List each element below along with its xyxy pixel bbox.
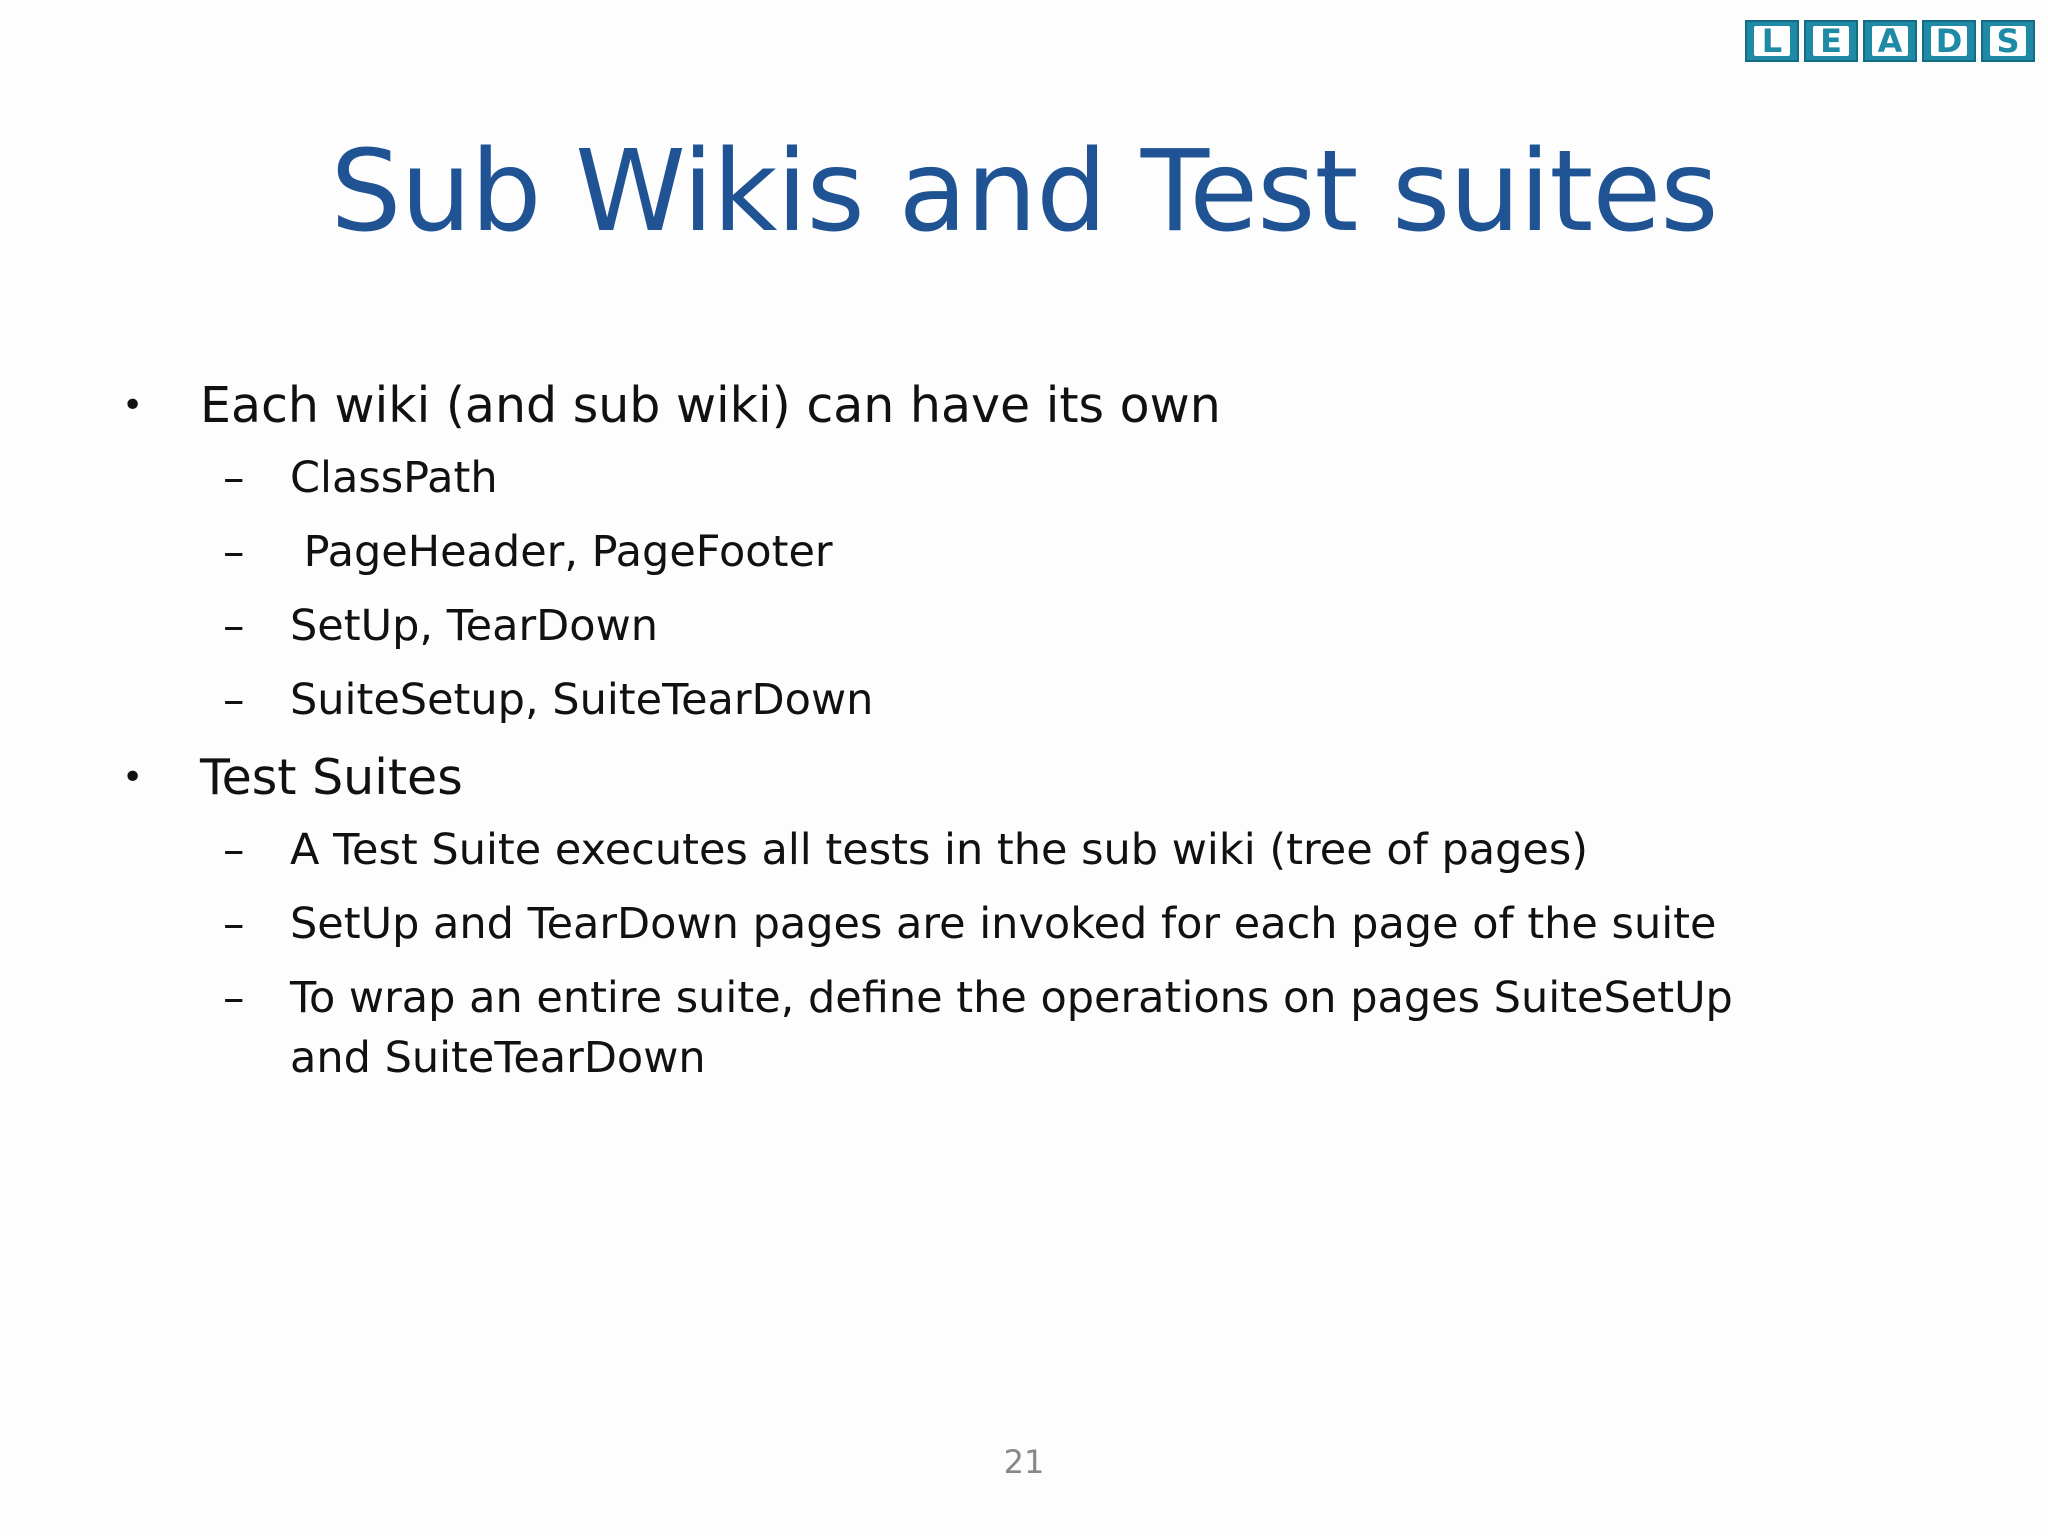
dash-marker: – bbox=[223, 973, 245, 1023]
logo-letter: E bbox=[1813, 26, 1849, 56]
sub-bullet-item bbox=[120, 596, 1820, 656]
bullet-list bbox=[120, 372, 1820, 1102]
page-number: 21 bbox=[1003, 1443, 1045, 1481]
bullet-item bbox=[120, 372, 1820, 440]
sub-bullet-text: PageHeader, PageFooter bbox=[290, 527, 833, 577]
logo-letter: A bbox=[1872, 26, 1908, 56]
dash-marker: – bbox=[223, 601, 245, 651]
logo-letter-box bbox=[1981, 20, 2035, 62]
sub-bullet-item bbox=[120, 968, 1820, 1088]
logo-letter: D bbox=[1931, 26, 1967, 56]
logo-letter: L bbox=[1754, 26, 1790, 56]
sub-bullet-text: SetUp, TearDown bbox=[290, 601, 658, 651]
bullet-item bbox=[120, 744, 1820, 812]
slide-title: Sub Wikis and Test suites bbox=[330, 127, 1718, 257]
bullet-marker: • bbox=[122, 385, 144, 426]
dash-marker: – bbox=[223, 453, 245, 503]
logo-letter-box bbox=[1745, 20, 1799, 62]
sub-bullet-item bbox=[120, 448, 1820, 508]
sub-bullet-item bbox=[120, 522, 1820, 582]
logo-letter-box bbox=[1863, 20, 1917, 62]
logo-letter-box bbox=[1804, 20, 1858, 62]
sub-bullet-text: To wrap an entire suite, define the operations on pages SuiteSetUp and SuiteTearDown bbox=[290, 973, 1733, 1083]
dash-marker: – bbox=[223, 527, 245, 577]
sub-bullet-item bbox=[120, 894, 1820, 954]
bullet-text: Each wiki (and sub wiki) can have its own bbox=[200, 377, 1221, 434]
dash-marker: – bbox=[223, 675, 245, 725]
sub-bullet-text: SuiteSetup, SuiteTearDown bbox=[290, 675, 874, 725]
sub-bullet-text: SetUp and TearDown pages are invoked for each page of the suite bbox=[290, 899, 1717, 949]
sub-bullet-text: A Test Suite executes all tests in the sub wiki (tree of pages) bbox=[290, 825, 1589, 875]
sub-bullet-item bbox=[120, 670, 1820, 730]
bullet-text: Test Suites bbox=[200, 749, 463, 806]
sub-bullet-item bbox=[120, 820, 1820, 880]
logo-letter: S bbox=[1990, 26, 2026, 56]
logo-letter-box bbox=[1922, 20, 1976, 62]
dash-marker: – bbox=[223, 899, 245, 949]
bullet-marker: • bbox=[122, 757, 144, 798]
leads-logo bbox=[1745, 20, 2035, 62]
dash-marker: – bbox=[223, 825, 245, 875]
sub-bullet-text: ClassPath bbox=[290, 453, 498, 503]
